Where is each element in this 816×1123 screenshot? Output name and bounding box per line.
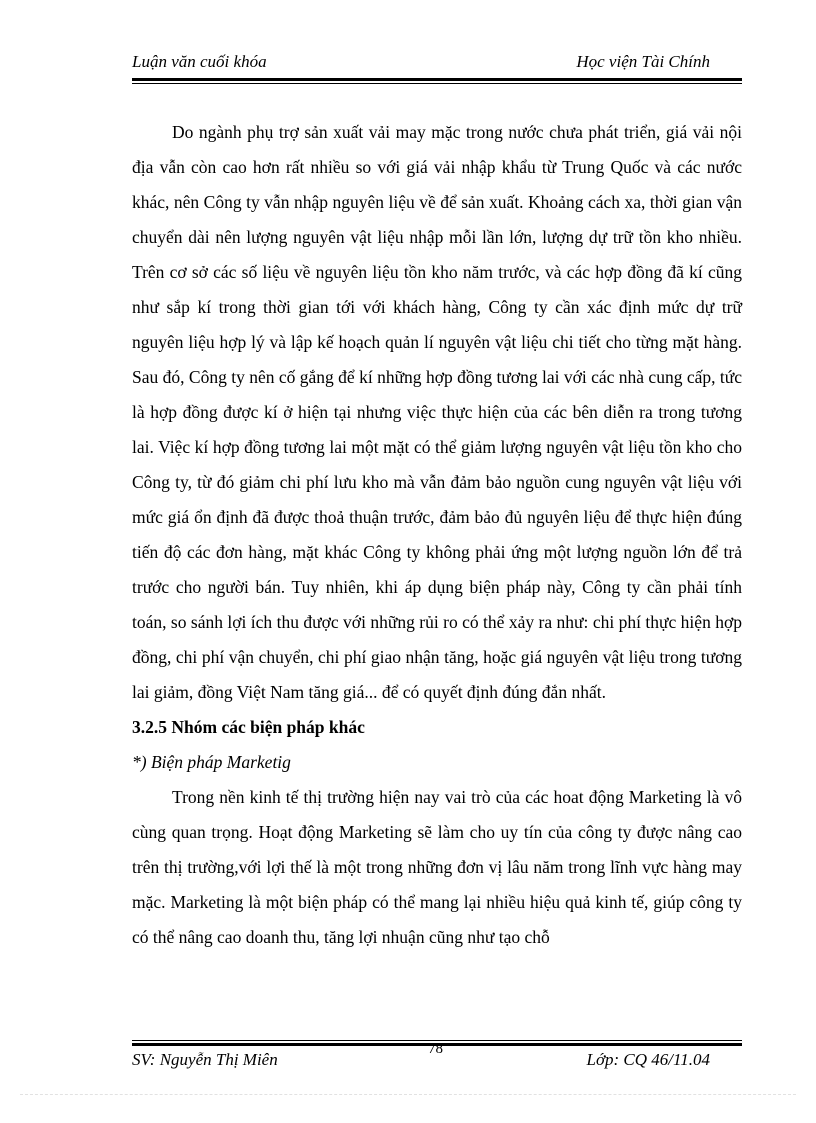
section-heading: 3.2.5 Nhóm các biện pháp khác — [132, 717, 365, 737]
page-body — [132, 115, 742, 955]
paragraph-inventory: Do ngành phụ trợ sản xuất vải may mặc trong nước chưa phát triển, giá vải nội địa vẫn còn cao hơn rất nhiều so với giá vải nhập khẩu từ Trung Quốc và các nước khác, nên Công ty vẫn nhập nguyên liệu về để sản xuất. Khoảng cách xa, thời gian vận chuyển dài nên lượng nguyên vật liệu nhập mỗi lần lớn, lượng dự trữ tồn kho nhiều. Trên cơ sở các số liệu về nguyên liệu tồn kho năm trước, và các hợp đồng đã kí cũng như sắp kí trong thời gian tới với khách hàng, Công ty cần xác định mức dự trữ nguyên liệu hợp lý và lập kế hoạch quản lí nguyên vật liệu chi tiết cho từng mặt hàng. Sau đó, Công ty nên cố gắng để kí những hợp đồng tương lai với các nhà cung cấp, tức là hợp đồng được kí ở hiện tại nhưng việc thực hiện của các bên diễn ra trong tương lai. Việc kí hợp đồng tương lai một mặt có thể giảm lượng nguyên vật liệu tồn kho cho Công ty, từ đó giảm chi phí lưu kho mà vẫn đảm bảo nguồn cung nguyên vật liệu với mức giá ổn định đã được thoả thuận trước, đảm bảo đủ nguyên liệu để thực hiện đúng tiến độ các đơn hàng, mặt khác Công ty không phải ứng một lượng nguồn lớn để trả trước cho người bán. Tuy nhiên, khi áp dụng biện pháp này, Công ty cần phải tính toán, so sánh lợi ích thu được với những rủi ro có thể xảy ra như: chi phí thực hiện hợp đồng, chi phí vận chuyển, chi phí giao nhận tăng, hoặc giá nguyên vật liệu trong tương lai giảm, đồng Việt Nam tăng giá... để có quyết định đúng đắn nhất. — [132, 122, 742, 702]
page-header — [132, 50, 742, 78]
footer-class: Lớp: CQ 46/11.04 — [586, 1050, 710, 1069]
footer-student-name: SV: Nguyễn Thị Miên — [132, 1050, 278, 1069]
header-thesis-title: Luận văn cuối khóa — [132, 52, 267, 71]
page-footer — [132, 1041, 742, 1078]
subsection-heading: *) Biện pháp Marketig — [132, 752, 291, 772]
header-rule-thick — [132, 78, 742, 81]
header-rule-thin — [132, 83, 742, 84]
page-number: 78 — [428, 1041, 443, 1057]
paragraph-marketing: Trong nền kinh tế thị trường hiện nay vai trò của các hoat động Marketing là vô cùng quan trọng. Hoạt động Marketing sẽ làm cho uy tín của công ty được nâng cao trên thị trường,với lợi thế là một trong những đơn vị lâu năm trong lĩnh vực hàng may mặc. Marketing là một biện pháp có thể mang lại nhiều hiệu quả kinh tế, giúp công ty có thể nâng cao doanh thu, tăng lợi nhuận cũng như tạo chỗ — [132, 787, 742, 947]
header-institution: Học viện Tài Chính — [576, 52, 710, 71]
page-edge-divider — [20, 1094, 796, 1095]
